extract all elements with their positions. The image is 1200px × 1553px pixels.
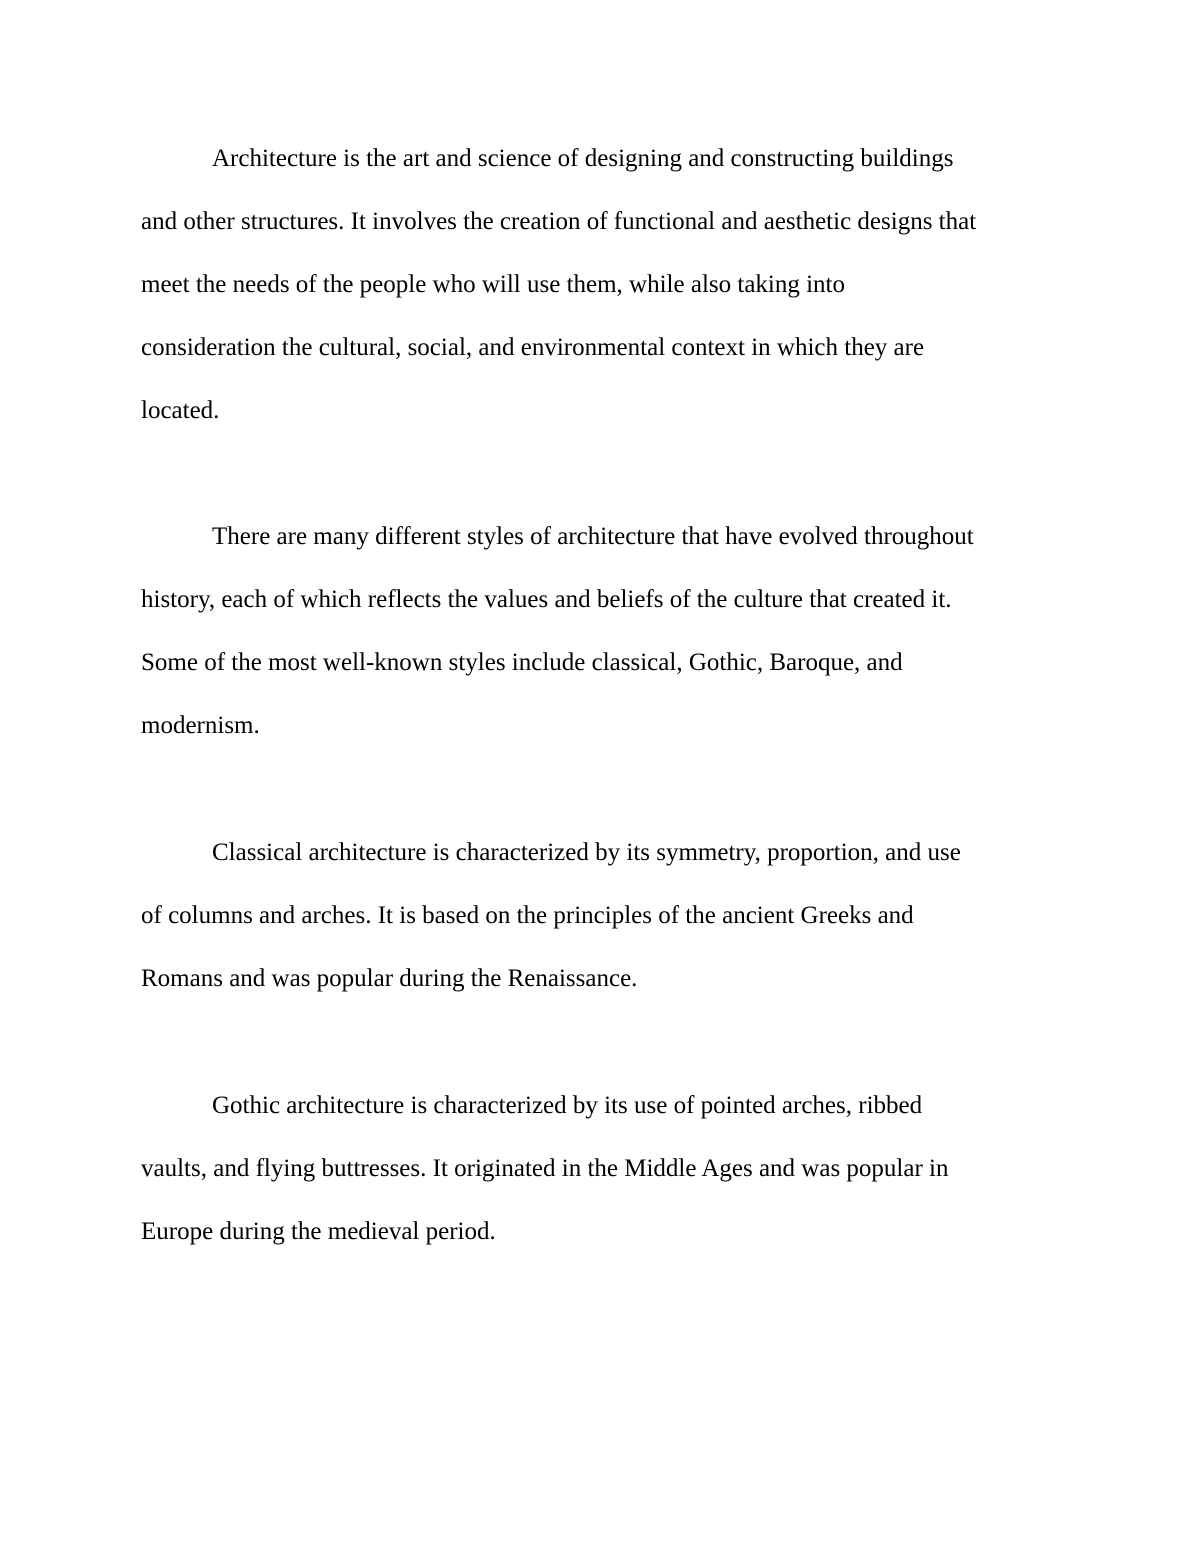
text-line: modernism. bbox=[141, 712, 260, 739]
text-line: Romans and was popular during the Renaissance. bbox=[141, 965, 638, 992]
text-line: Gothic architecture is characterized by its use of pointed arches, ribbed bbox=[212, 1092, 923, 1119]
text-line: Some of the most well-known styles include classical, Gothic, Baroque, and bbox=[141, 649, 903, 676]
text-line: There are many different styles of architecture that have evolved throughout bbox=[212, 523, 974, 550]
text-line: meet the needs of the people who will use them, while also taking into bbox=[141, 271, 846, 298]
text-line: consideration the cultural, social, and environmental context in which they are bbox=[141, 334, 925, 361]
text-line: vaults, and flying buttresses. It originated in the Middle Ages and was popular in bbox=[141, 1155, 949, 1182]
text-line: Classical architecture is characterized by its symmetry, proportion, and use bbox=[212, 839, 961, 866]
text-line: and other structures. It involves the creation of functional and aesthetic designs that bbox=[141, 208, 977, 235]
text-line: history, each of which reflects the values and beliefs of the culture that created it. bbox=[141, 586, 952, 613]
text-line: of columns and arches. It is based on the principles of the ancient Greeks and bbox=[141, 902, 914, 929]
text-line: Architecture is the art and science of designing and constructing buildings bbox=[212, 145, 954, 172]
text-line: Europe during the medieval period. bbox=[141, 1218, 496, 1245]
text-line: located. bbox=[141, 397, 220, 424]
